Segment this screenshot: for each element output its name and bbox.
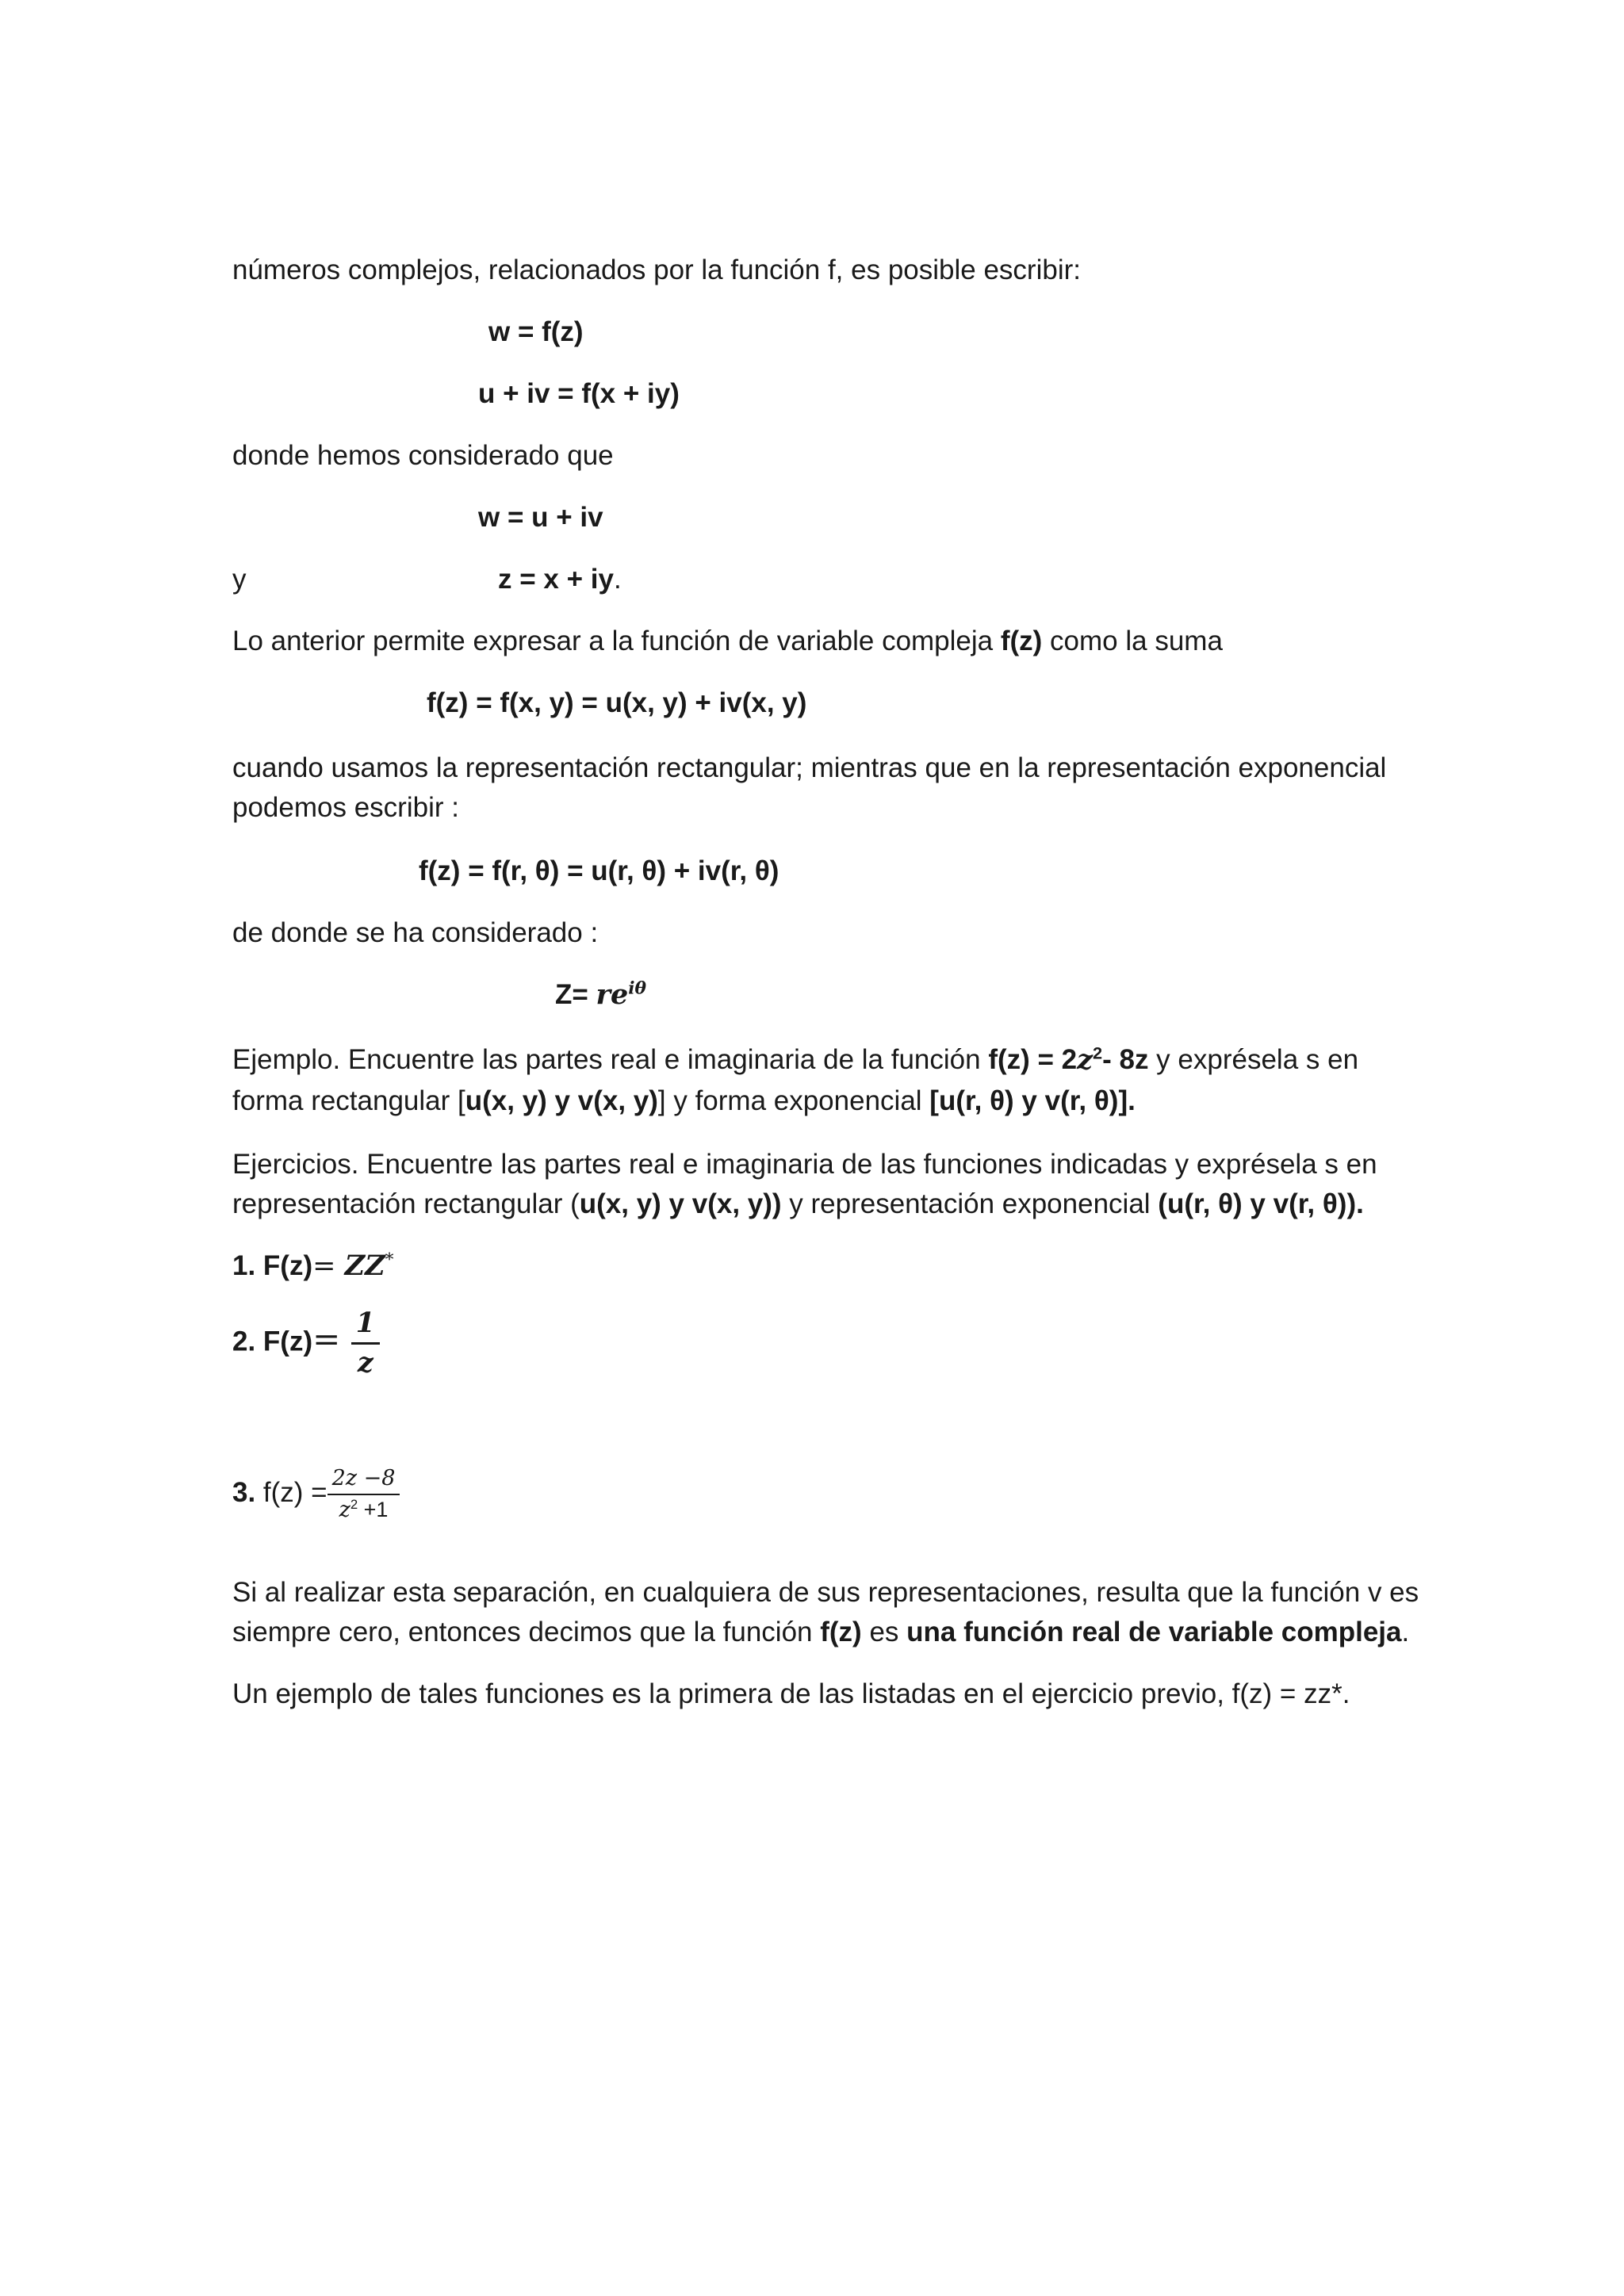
exercise-item-3: 3. f(z) = $\frac{2z -8}{z^2 +1}$ xyxy=(232,1467,400,1521)
fraction-1-over-z: $\frac{1}{z}$ xyxy=(351,1308,380,1378)
exercise-item-2: 2. F(z)= $\frac{1}{z}$ xyxy=(232,1308,380,1378)
summary-line: siempre cero, entonces decimos que la función f(z) es una función real de variable compleja. xyxy=(232,1617,1410,1647)
example-line: Ejemplo. Encuentre las partes real e imaginaria de la función $f(z) = 2z^2-$ 8z y exprésela s en xyxy=(232,1043,1359,1076)
equation-exponential: f(z) = f(r, θ) = u(r, θ) + iv(r, θ) xyxy=(419,855,779,886)
summary-line: Si al realizar esta separación, en cualquiera de sus representaciones, resulta que la función v es xyxy=(232,1577,1419,1608)
exercise-item-1: 1. F(z)= ZZ* xyxy=(232,1249,394,1282)
summary-line: Un ejemplo de tales funciones es la primera de las listadas en el ejercicio previo, f(z) = zz*. xyxy=(232,1678,1350,1709)
exercise-line: Ejercicios. Encuentre las partes real e imaginaria de las funciones indicadas y exprésela s en xyxy=(232,1149,1377,1180)
paragraph-line: Lo anterior permite expresar a la función de variable compleja f(z) como la suma xyxy=(232,626,1223,656)
conjunction-y: y xyxy=(232,564,247,595)
paragraph-line: números complejos, relacionados por la función f, es posible escribir: xyxy=(232,254,1081,285)
paragraph-line: podemos escribir : xyxy=(232,792,459,823)
example-line: forma rectangular [u(x, y) y v(x, y)] y forma exponencial [u(r, θ) y v(r, θ)]. xyxy=(232,1085,1136,1116)
exercise-line: representación rectangular (u(x, y) y v(x, y)) y representación exponencial (u(r, θ) y v(r, θ)). xyxy=(232,1188,1364,1219)
equation-z-x-iy: z = x + iy. xyxy=(498,564,622,595)
paragraph-line: donde hemos considerado que xyxy=(232,440,614,471)
paragraph-line: cuando usamos la representación rectangular; mientras que en la representación exponencial xyxy=(232,752,1387,783)
equation-w-fz: w = f(z) xyxy=(488,316,584,347)
equation-w-u-iv: w = u + iv xyxy=(478,502,603,533)
equation-u-iv: u + iv = f(x + iy) xyxy=(478,378,680,409)
equation-rectangular: f(z) = f(x, y) = u(x, y) + iv(x, y) xyxy=(427,687,807,718)
equation-z-reitheta: $Z= re^{i\theta}$ xyxy=(555,978,646,1011)
fraction-rational: $\frac{2z -8}{z^2 +1}$ xyxy=(327,1467,400,1521)
paragraph-line: de donde se ha considerado : xyxy=(232,917,599,948)
